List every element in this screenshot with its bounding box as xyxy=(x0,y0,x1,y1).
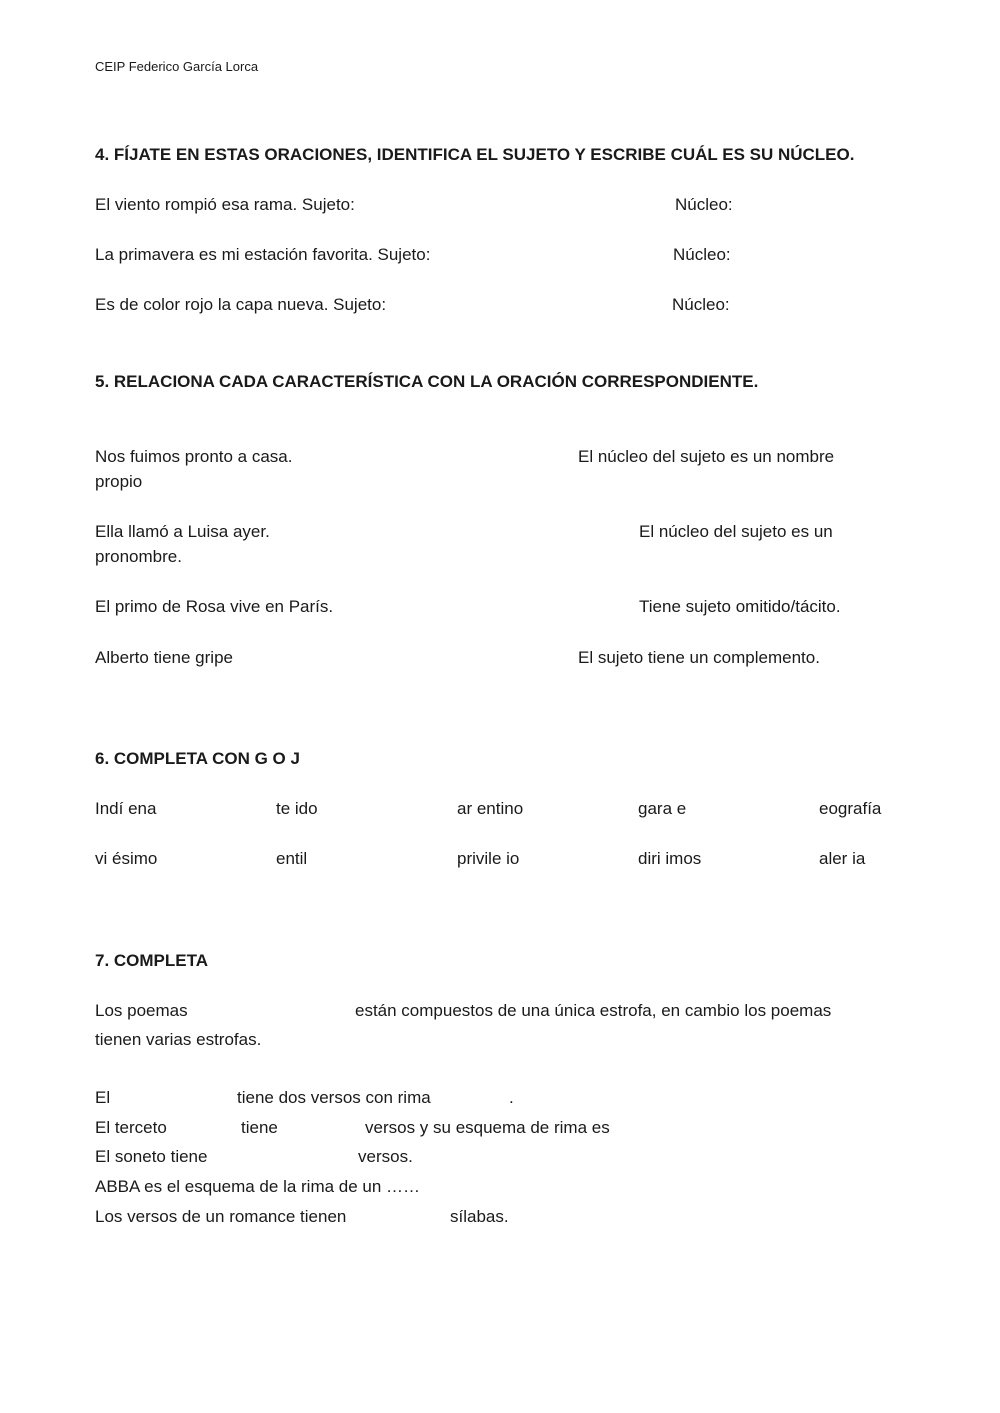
ex4-nucleo-label-1: Núcleo: xyxy=(675,195,733,214)
ex4-nucleo-label-2: Núcleo: xyxy=(673,245,731,264)
ex7-text: tienen varias estrofas. xyxy=(95,1030,262,1049)
exercise-5-title: 5. RELACIONA CADA CARACTERÍSTICA CON LA ORACIÓN CORRESPONDIENTE. xyxy=(95,372,759,391)
ex5-feature-1-wrap: propio xyxy=(95,472,143,491)
ex7-text: Los versos de un romance tienen xyxy=(95,1207,347,1226)
ex7-text: . xyxy=(509,1088,514,1107)
ex4-sentence-1: El viento rompió esa rama. Sujeto: xyxy=(95,195,355,214)
ex6-word: gara e xyxy=(638,799,687,818)
ex6-word: vi ésimo xyxy=(95,849,158,868)
exercise-6-title: 6. COMPLETA CON G O J xyxy=(95,749,300,768)
ex6-word: diri imos xyxy=(638,849,702,868)
ex6-word: ar entino xyxy=(457,799,524,818)
ex5-sentence-3: El primo de Rosa vive en París. xyxy=(95,597,334,616)
ex7-text: tiene dos versos con rima xyxy=(237,1088,431,1107)
ex4-nucleo-label-3: Núcleo: xyxy=(672,295,730,314)
ex4-sentence-3: Es de color rojo la capa nueva. Sujeto: xyxy=(95,295,387,314)
ex7-text: Los poemas xyxy=(95,1001,188,1020)
ex5-feature-4: El sujeto tiene un complemento. xyxy=(578,648,820,667)
ex5-sentence-4: Alberto tiene gripe xyxy=(95,648,233,667)
ex7-text: ABBA es el esquema de la rima de un …… xyxy=(95,1177,421,1196)
school-header: CEIP Federico García Lorca xyxy=(95,59,259,74)
ex6-word: eografía xyxy=(819,799,882,818)
ex7-text: tiene xyxy=(241,1118,278,1137)
ex5-sentence-2: Ella llamó a Luisa ayer. xyxy=(95,522,270,541)
ex6-word: entil xyxy=(276,849,308,868)
ex5-feature-3: Tiene sujeto omitido/tácito. xyxy=(639,597,841,616)
ex7-text: versos y su esquema de rima es xyxy=(365,1118,610,1137)
ex5-feature-1: El núcleo del sujeto es un nombre xyxy=(578,447,835,466)
ex6-word: te ido xyxy=(276,799,318,818)
ex7-text: sílabas. xyxy=(450,1207,509,1226)
ex5-sentence-1: Nos fuimos pronto a casa. xyxy=(95,447,293,466)
exercise-4-title: 4. FÍJATE EN ESTAS ORACIONES, IDENTIFICA EL SUJETO Y ESCRIBE CUÁL ES SU NÚCLEO. xyxy=(95,145,855,164)
ex5-feature-2-wrap: pronombre. xyxy=(95,547,182,566)
ex7-text: versos. xyxy=(358,1147,413,1166)
ex6-word: privile io xyxy=(457,849,520,868)
ex7-text: El soneto tiene xyxy=(95,1147,208,1166)
ex7-text: El terceto xyxy=(95,1118,167,1137)
ex6-word: aler ia xyxy=(819,849,866,868)
ex7-text: El xyxy=(95,1088,111,1107)
ex6-word: Indí ena xyxy=(95,799,157,818)
ex4-sentence-2: La primavera es mi estación favorita. Sujeto: xyxy=(95,245,431,264)
ex7-text: están compuestos de una única estrofa, en cambio los poemas xyxy=(355,1001,832,1020)
exercise-7-title: 7. COMPLETA xyxy=(95,951,209,970)
ex5-feature-2: El núcleo del sujeto es un xyxy=(639,522,833,541)
